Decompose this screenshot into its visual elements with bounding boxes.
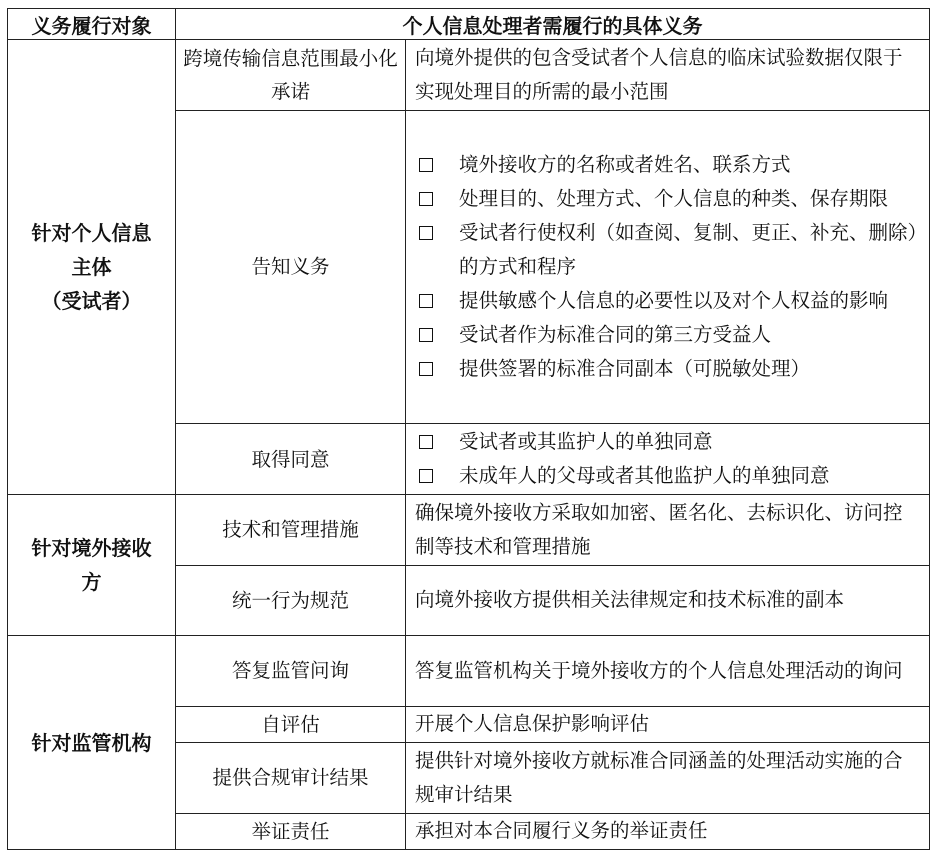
checklist-consent <box>406 424 930 495</box>
header-subject: 义务履行对象 <box>8 9 176 40</box>
subject-line: 针对境外接收 <box>31 536 152 561</box>
description-minimization: 向境外提供的包含受试者个人信息的临床试验数据仅限于实现处理目的所需的最小范围 <box>406 40 930 111</box>
header-obligations: 个人信息处理者需履行的具体义务 <box>176 9 930 40</box>
category-technical-measures: 技术和管理措施 <box>176 494 406 565</box>
category-minimization: 跨境传输信息范围最小化承诺 <box>176 40 406 111</box>
checkbox-icon <box>419 192 433 206</box>
checkbox-icon <box>419 158 433 172</box>
category-burden-of-proof: 举证责任 <box>176 813 406 849</box>
checklist-item: 受试者或其监护人的单独同意 <box>415 425 921 459</box>
checklist-item: 提供敏感个人信息的必要性以及对个人权益的影响 <box>415 284 921 318</box>
category-code-of-conduct: 统一行为规范 <box>176 565 406 636</box>
checkbox-icon <box>419 328 433 342</box>
category-notification: 告知义务 <box>176 110 406 424</box>
checkbox-icon <box>419 435 433 449</box>
subject-data-subject <box>8 40 176 495</box>
description-burden-of-proof: 承担对本合同履行义务的举证责任 <box>406 813 930 849</box>
table-row <box>8 40 930 111</box>
checklist-item: 提供签署的标准合同副本（可脱敏处理） <box>415 352 921 386</box>
checklist-item: 受试者行使权利（如查阅、复制、更正、补充、删除）的方式和程序 <box>415 216 921 284</box>
category-consent: 取得同意 <box>176 424 406 495</box>
obligations-table <box>7 8 930 850</box>
description-regulatory-inquiry: 答复监管机构关于境外接收方的个人信息处理活动的询问 <box>406 636 930 707</box>
subject-line: 方 <box>81 570 102 595</box>
checklist-notification <box>406 110 930 424</box>
subject-line: 主体 <box>71 254 112 279</box>
subject-regulator <box>8 636 176 850</box>
subject-line: （受试者） <box>41 288 142 313</box>
table-row <box>8 636 930 707</box>
checkbox-icon <box>419 226 433 240</box>
category-audit-results: 提供合规审计结果 <box>176 743 406 814</box>
checklist-item: 境外接收方的名称或者姓名、联系方式 <box>415 148 921 182</box>
table-row <box>8 494 930 565</box>
category-self-assessment: 自评估 <box>176 706 406 742</box>
subject-line: 针对监管机构 <box>31 730 152 755</box>
subject-line: 针对个人信息 <box>31 220 152 245</box>
checklist-item: 受试者作为标准合同的第三方受益人 <box>415 318 921 352</box>
checkbox-icon <box>419 294 433 308</box>
header-row <box>8 9 930 40</box>
checklist-item: 未成年人的父母或者其他监护人的单独同意 <box>415 459 921 493</box>
description-audit-results: 提供针对境外接收方就标准合同涵盖的处理活动实施的合规审计结果 <box>406 743 930 814</box>
description-self-assessment: 开展个人信息保护影响评估 <box>406 706 930 742</box>
checklist-item: 处理目的、处理方式、个人信息的种类、保存期限 <box>415 182 921 216</box>
checkbox-icon <box>419 362 433 376</box>
checkbox-icon <box>419 469 433 483</box>
subject-overseas-recipient <box>8 494 176 635</box>
description-code-of-conduct: 向境外接收方提供相关法律规定和技术标准的副本 <box>406 565 930 636</box>
category-regulatory-inquiry: 答复监管问询 <box>176 636 406 707</box>
description-technical-measures: 确保境外接收方采取如加密、匿名化、去标识化、访问控制等技术和管理措施 <box>406 494 930 565</box>
